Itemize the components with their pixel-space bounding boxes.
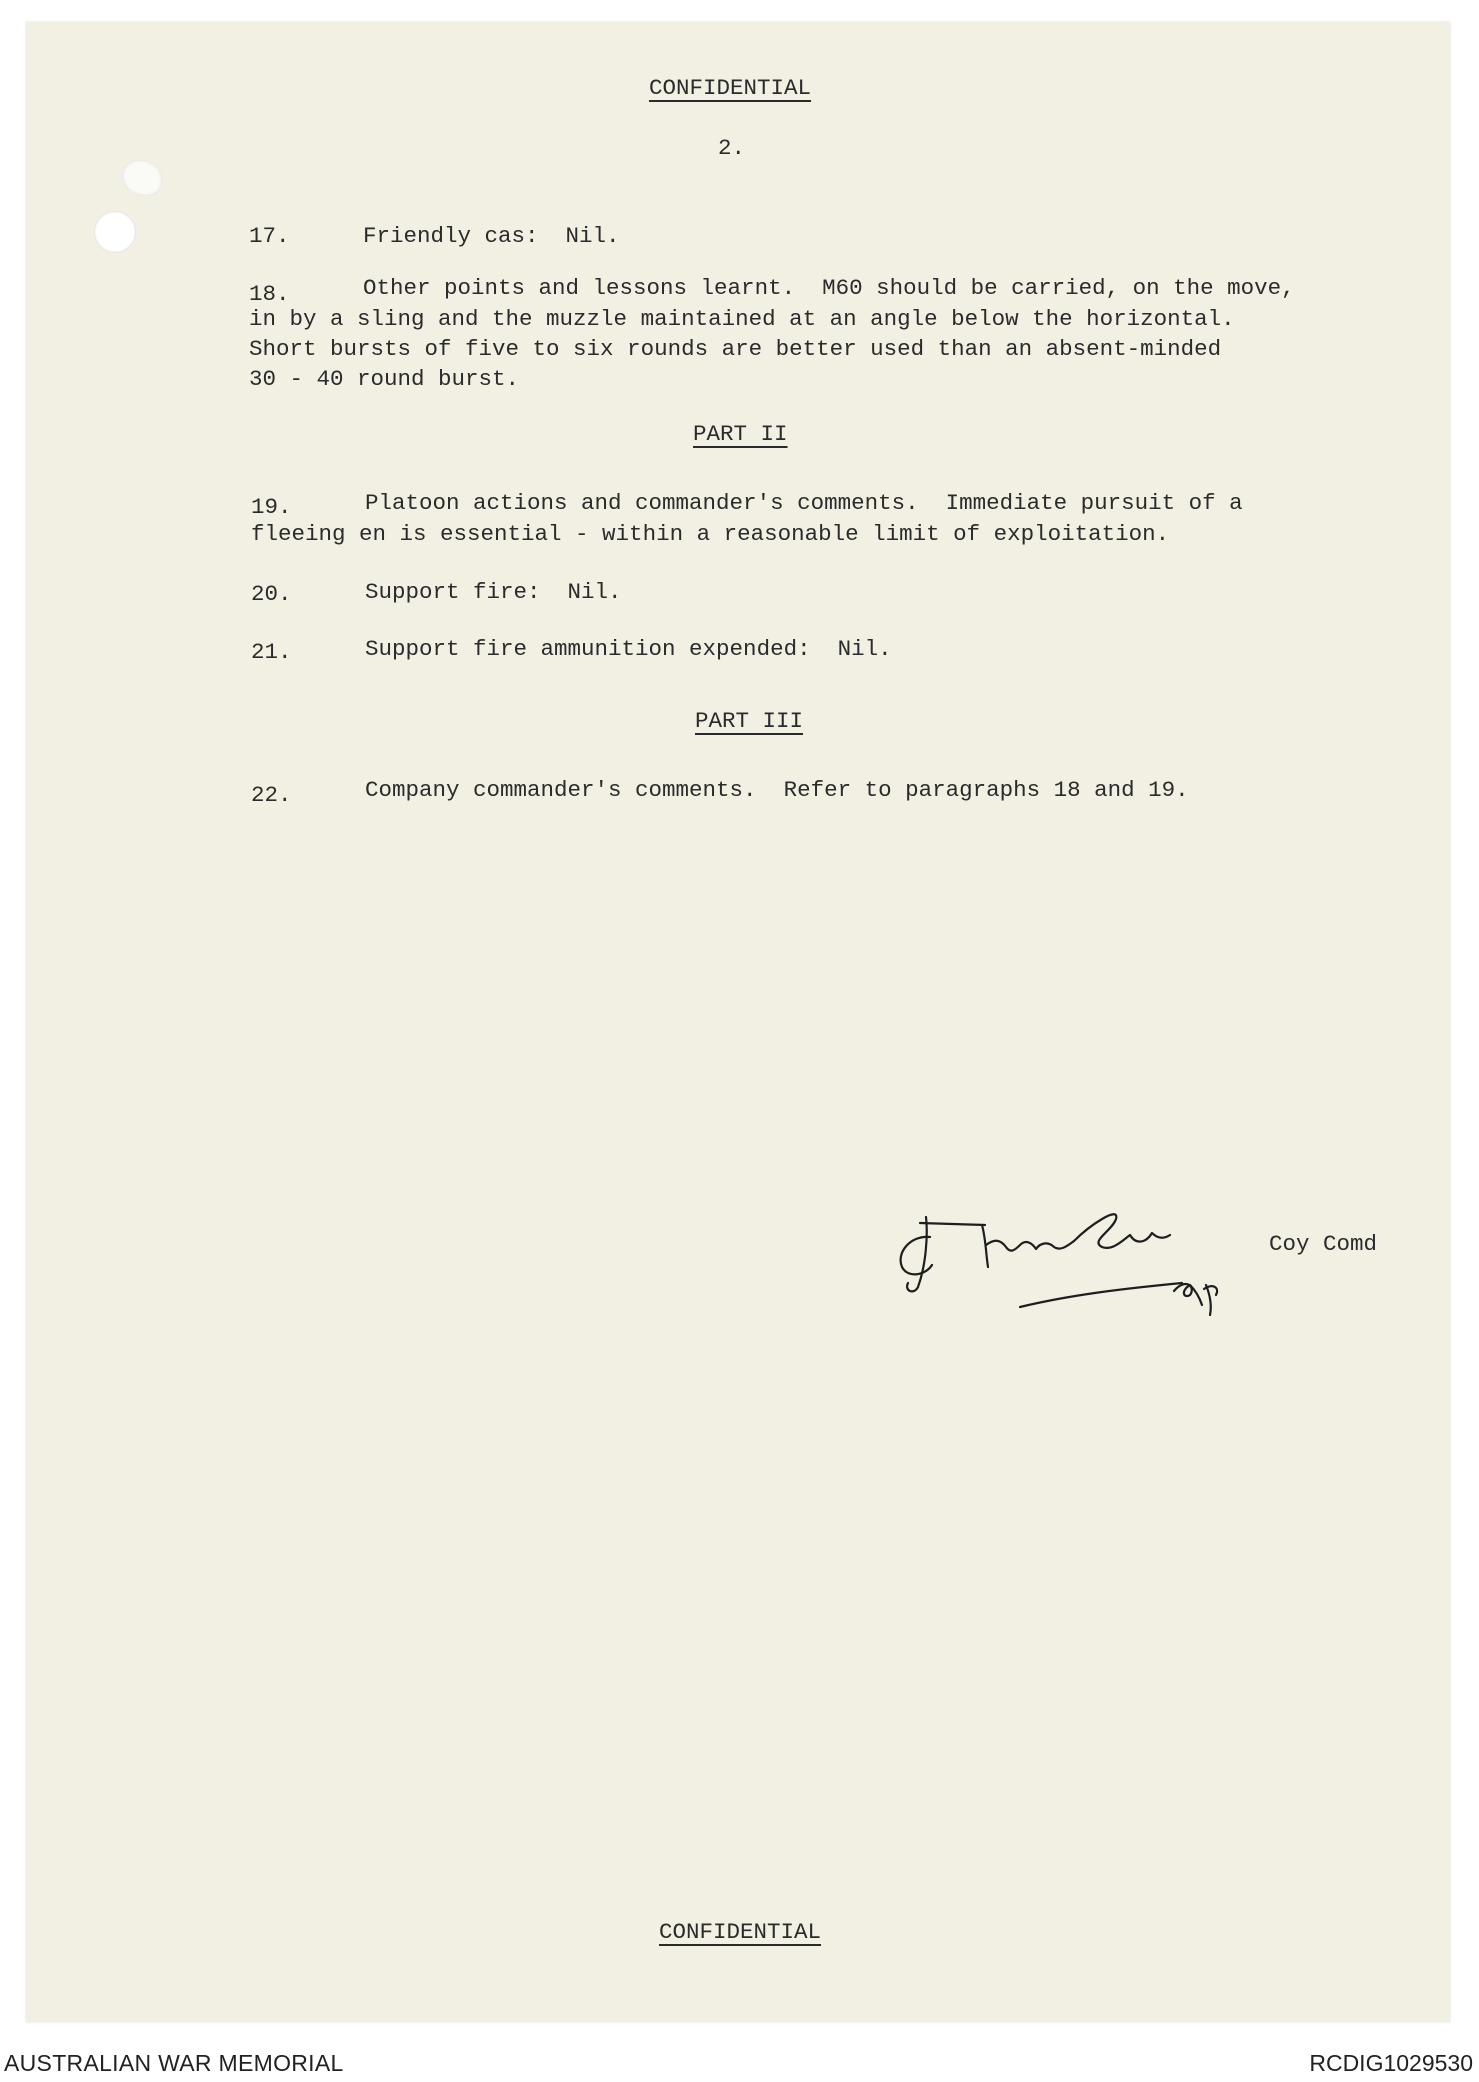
- paragraph-text: fleeing en is essential - within a reasonable limit of exploitation.: [251, 521, 1170, 547]
- paragraph-number: 20.: [251, 581, 292, 607]
- paragraph-number: 22.: [251, 782, 292, 808]
- handwritten-signature: [890, 1195, 1280, 1335]
- punch-hole: [94, 211, 136, 253]
- archive-reference: RCDIG1029530: [1309, 2050, 1473, 2076]
- paragraph-text: Other points and lessons learnt. M60 should be carried, on the move,: [363, 275, 1295, 301]
- header-classification: CONFIDENTIAL: [649, 75, 812, 101]
- page-number: 2.: [718, 135, 746, 161]
- paragraph-text: Short bursts of five to six rounds are better used than an absent-minded: [249, 336, 1222, 362]
- paragraph-text: Company commander's comments. Refer to paragraphs 18 and 19.: [365, 777, 1189, 803]
- paragraph-number: 18.: [249, 281, 290, 307]
- signatory-title: Coy Comd: [1269, 1231, 1378, 1257]
- footer-classification: CONFIDENTIAL: [659, 1919, 822, 1945]
- paragraph-text: Support fire ammunition expended: Nil.: [365, 636, 892, 662]
- paragraph-number: 19.: [251, 494, 292, 520]
- paragraph-text: Support fire: Nil.: [365, 579, 622, 605]
- paragraph-text: 30 - 40 round burst.: [249, 366, 520, 392]
- part-heading: PART II: [693, 421, 788, 447]
- paragraph-text: Friendly cas: Nil.: [363, 223, 620, 249]
- paragraph-text: in by a sling and the muzzle maintained at an angle below the horizontal.: [249, 306, 1235, 332]
- paragraph-number: 17.: [249, 223, 290, 249]
- part-heading: PART III: [695, 708, 804, 734]
- paragraph-number: 21.: [251, 639, 292, 665]
- paragraph-text: Platoon actions and commander's comments. Immediate pursuit of a: [365, 490, 1243, 516]
- archive-name: AUSTRALIAN WAR MEMORIAL: [4, 2050, 344, 2076]
